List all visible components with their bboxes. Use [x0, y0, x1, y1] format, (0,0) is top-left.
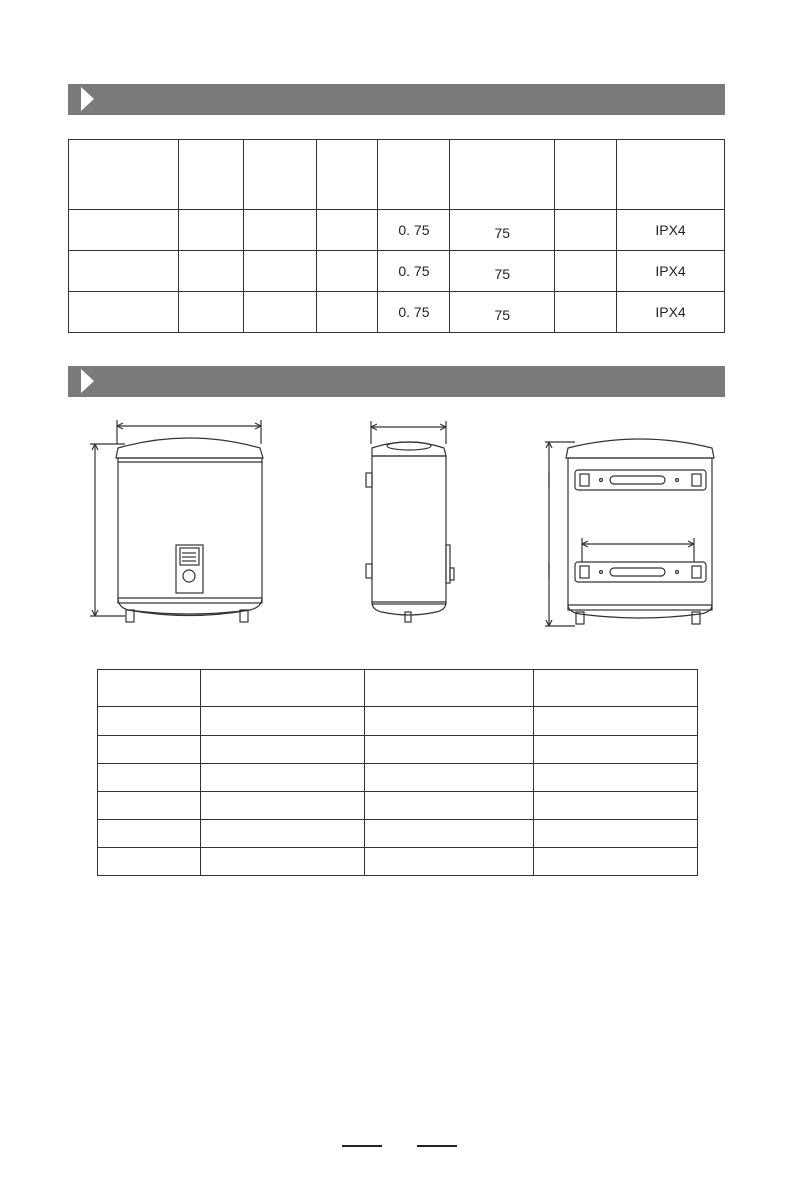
page-number-line-right	[417, 1145, 457, 1147]
section-bar-specifications	[68, 84, 725, 115]
ip-rating-cell: IPX4	[617, 210, 725, 251]
volume-cell: 75	[450, 251, 555, 292]
pressure-cell: 0. 75	[378, 210, 450, 251]
table-row	[98, 819, 698, 847]
dimension-drawings	[0, 400, 794, 640]
pressure-cell: 0. 75	[378, 251, 450, 292]
front-view-drawing	[90, 420, 263, 622]
volume-cell: 75	[450, 292, 555, 333]
specification-table	[68, 139, 725, 333]
table-row	[69, 251, 725, 292]
header-cell	[178, 140, 243, 210]
ip-rating-cell: IPX4	[617, 251, 725, 292]
arrow-right-icon	[81, 369, 94, 393]
table-row	[98, 707, 698, 735]
page-number-line-left	[342, 1145, 382, 1147]
table-row	[98, 763, 698, 791]
ip-rating-cell: IPX4	[617, 292, 725, 333]
header-cell	[69, 140, 179, 210]
pressure-cell: 0. 75	[378, 292, 450, 333]
table-row	[98, 735, 698, 763]
back-view-drawing	[545, 439, 714, 626]
header-cell	[450, 140, 555, 210]
arrow-right-icon	[81, 87, 94, 111]
table-row	[98, 847, 698, 875]
table-row	[69, 292, 725, 333]
header-cell	[316, 140, 378, 210]
table-row	[69, 210, 725, 251]
table-row	[98, 791, 698, 819]
table-header-row	[98, 670, 698, 707]
side-view-drawing	[366, 421, 454, 622]
header-cell	[617, 140, 725, 210]
header-cell	[378, 140, 450, 210]
header-cell	[555, 140, 617, 210]
header-cell	[243, 140, 316, 210]
table-header-row	[69, 140, 725, 210]
section-bar-dimensions	[68, 366, 725, 397]
dimension-table	[97, 669, 698, 876]
volume-cell: 75	[450, 210, 555, 251]
